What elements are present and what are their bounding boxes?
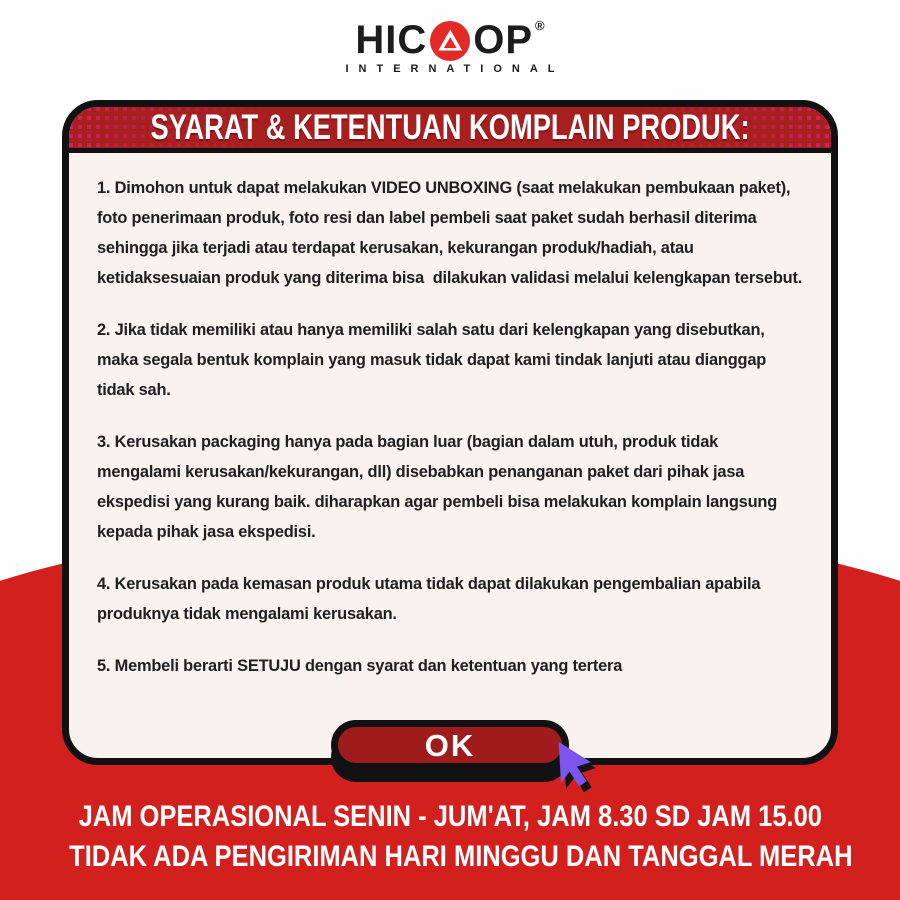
terms-clause-3: 3. Kerusakan packaging hanya pada bagian luar (bagian dalam utuh, produk tidak mengalami kerusakan/kekurangan, dll) disebabkan penanganan paket dari pihak jasa ekspedisi yang kurang baik. diharapkan agar pembeli bisa melakukan komplain langsung kepada pihak jasa ekspedisi. bbox=[97, 433, 782, 541]
ok-button[interactable] bbox=[331, 720, 569, 770]
brand-logo bbox=[0, 20, 900, 75]
triangle-in-circle-icon bbox=[430, 21, 470, 61]
no-delivery-line: TIDAK ADA PENGIRIMAN HARI MINGGU DAN TANGGAL MERAH bbox=[69, 840, 853, 873]
terms-card-body bbox=[69, 153, 831, 681]
terms-clause-2: 2. Jika tidak memiliki atau hanya memiliki salah satu dari kelengkapan yang disebutkan, maka segala bentuk komplain yang masuk tidak dapat kami tindak lanjuti atau dianggap tidak sah. bbox=[97, 321, 771, 399]
logo-text-suffix: OP bbox=[473, 18, 534, 62]
logo-text-prefix: HIC bbox=[355, 18, 428, 62]
operational-hours-line: JAM OPERASIONAL SENIN - JUM'AT, JAM 8.30 SD JAM 15.00 bbox=[78, 800, 822, 833]
terms-title: SYARAT & KETENTUAN KOMPLAIN PRODUK: bbox=[150, 108, 750, 147]
terms-clause-5: 5. Membeli berarti SETUJU dengan syarat dan ketentuan yang tertera bbox=[97, 657, 623, 675]
cursor-icon bbox=[548, 740, 600, 796]
registered-trademark-symbol: ® bbox=[535, 18, 545, 33]
terms-card bbox=[62, 100, 838, 765]
logo-subtitle: INTERNATIONAL bbox=[345, 63, 565, 75]
terms-card-header bbox=[69, 107, 831, 153]
ok-button-label: OK bbox=[424, 727, 476, 763]
terms-clause-4: 4. Kerusakan pada kemasan produk utama tidak dapat dilakukan pengembalian apabila produknya tidak mengalami kerusakan. bbox=[97, 575, 765, 623]
terms-clause-1: 1. Dimohon untuk dapat melakukan VIDEO UNBOXING (saat melakukan pembukaan paket), foto penerimaan produk, foto resi dan label pembeli saat paket sudah berhasil diterima sehingga jika terjadi atau terdapat kerusakan, kekurangan produk/hadiah, atau ketidaksesuaian produk yang diterima bisa dilakukan validasi melalui kelengkapan tersebut. bbox=[97, 179, 803, 287]
